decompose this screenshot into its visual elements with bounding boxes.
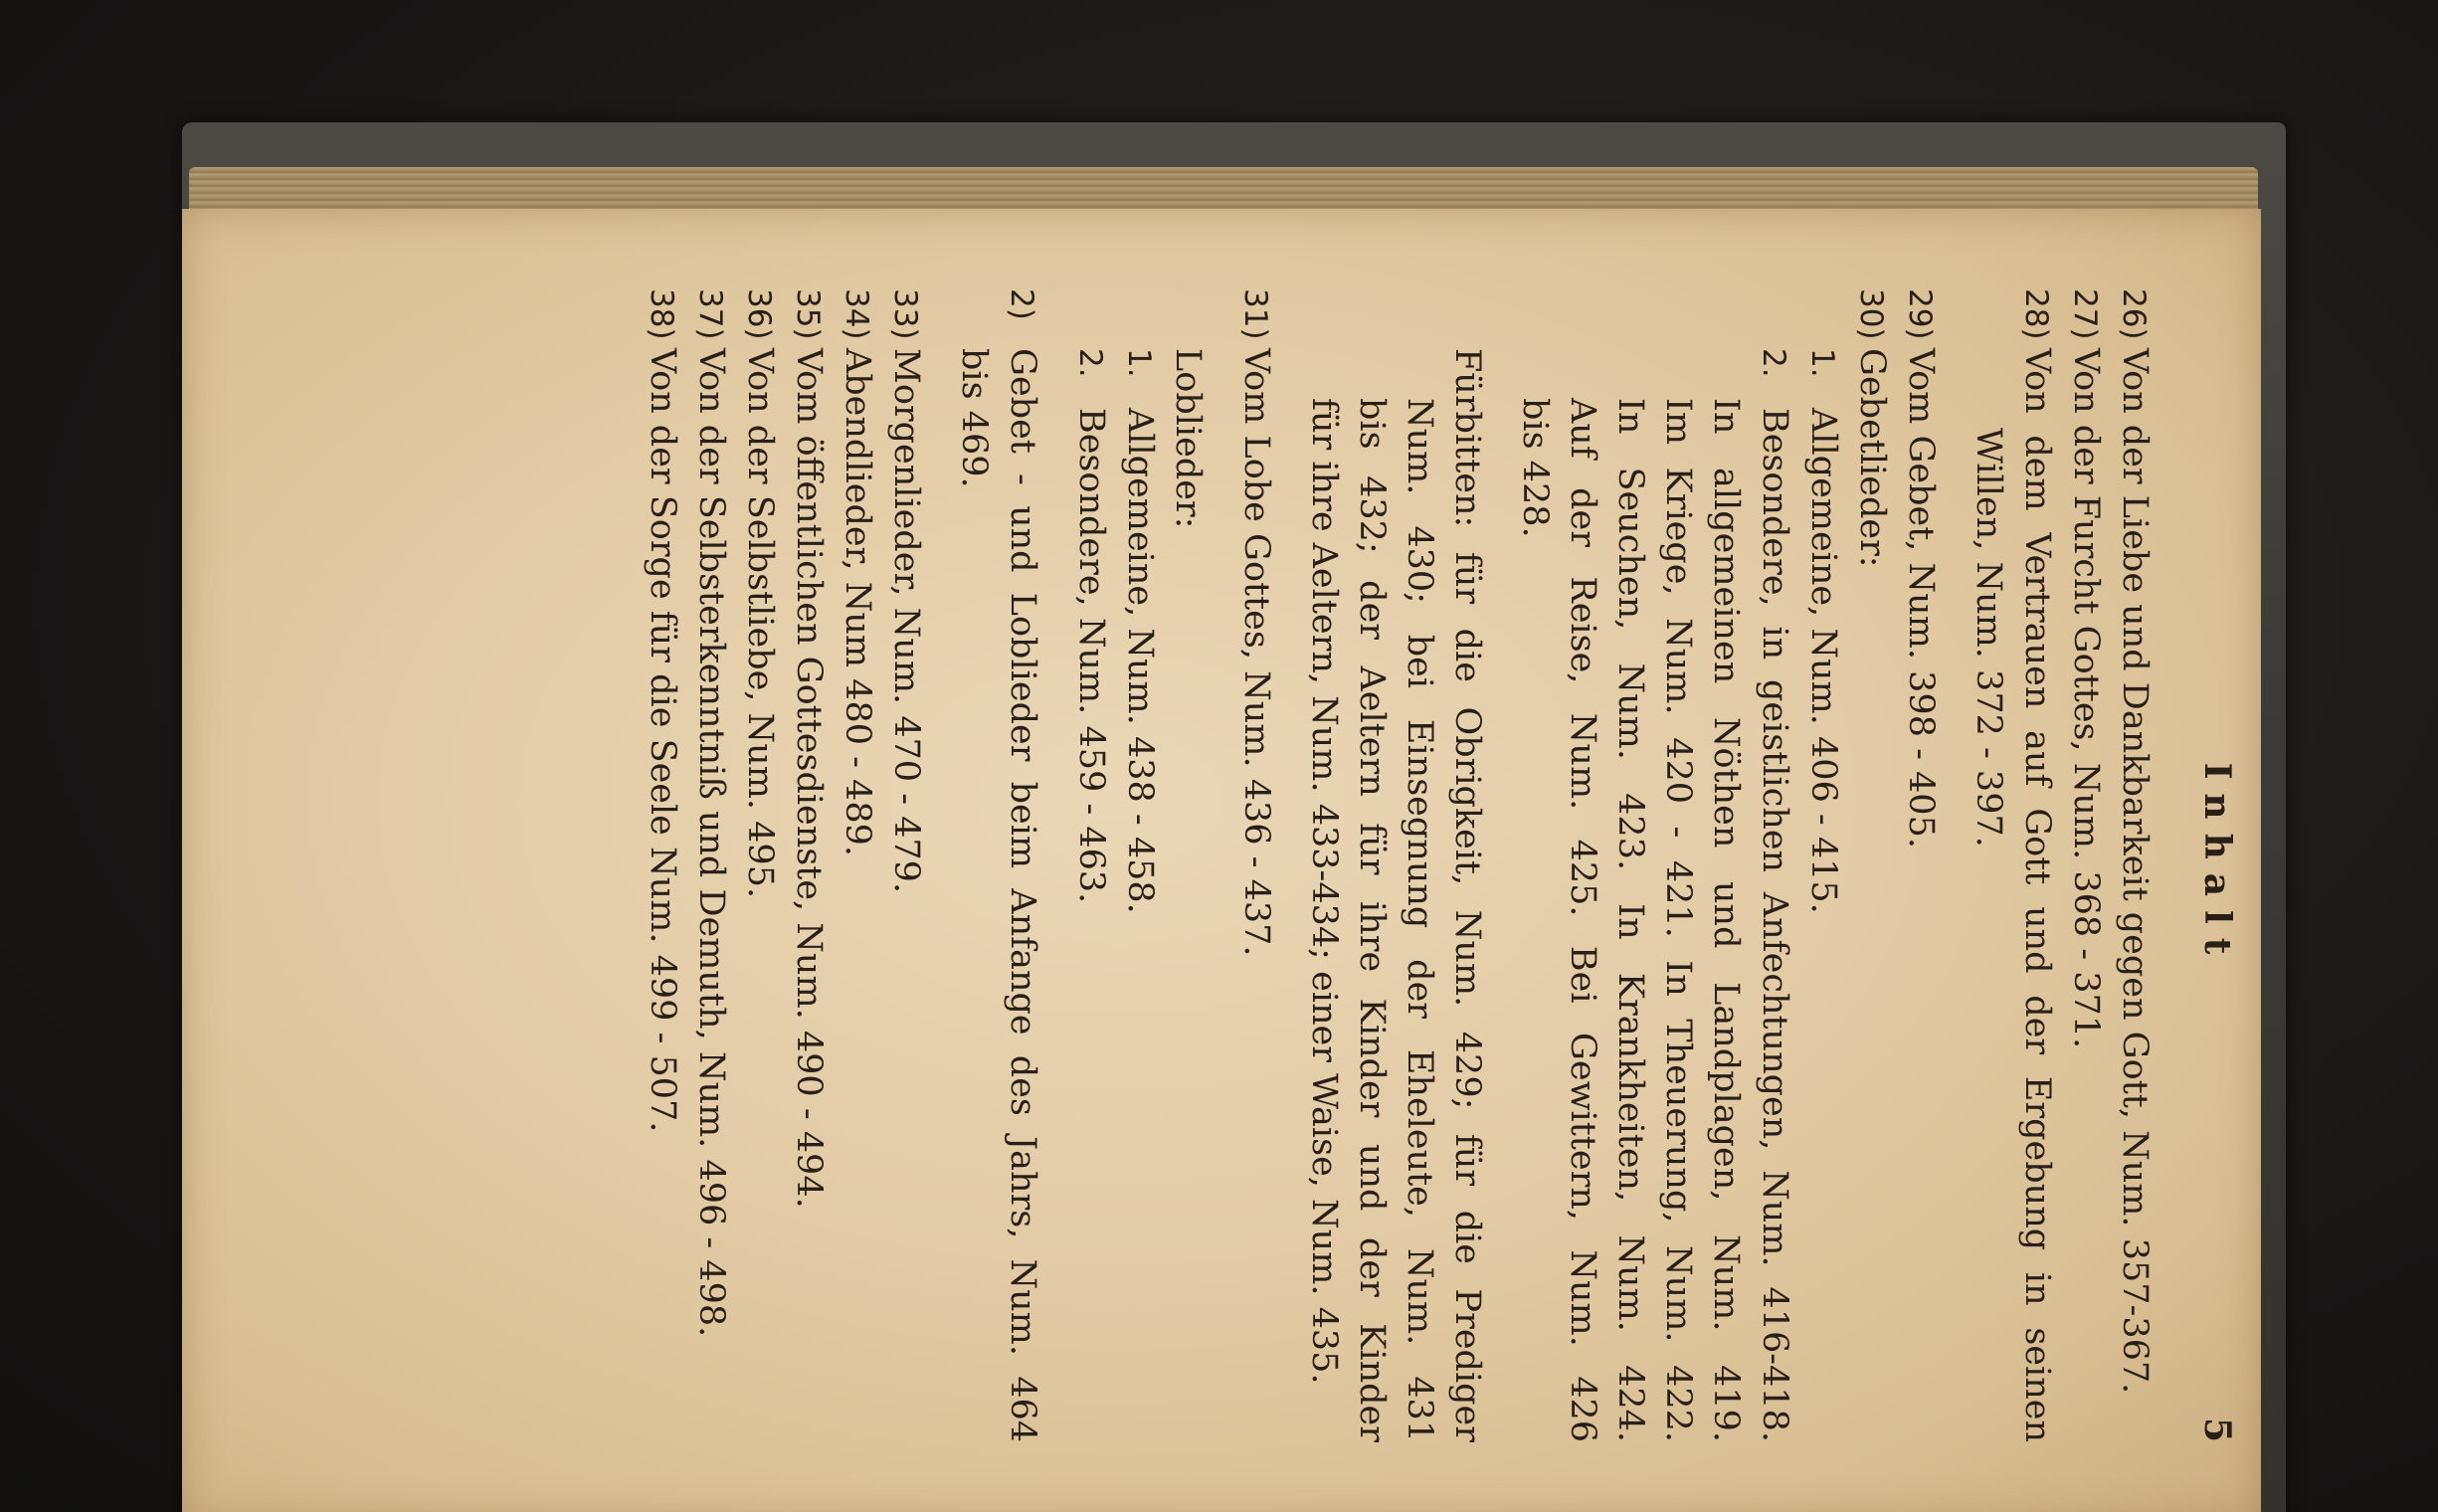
entry-text: Allgemeine, Num. 406 - 415. [1803,408,1843,914]
entry-text: Besondere, in geistlichen Anfechtungen, Num. 416-418. [1755,408,1794,1442]
contents-list [638,288,2158,1442]
contents-line [1702,288,1750,1442]
page-header [2178,288,2238,1442]
entry-text: Vom Gebet, Num. 398 - 405. [1901,348,1941,849]
contents-line [2061,288,2110,1442]
contents-line [686,288,735,1442]
contents-line [1965,288,2012,1442]
entry-text: Im Kriege, Num. 420 - 421. In Theuerung, Num. 422. [1658,398,1698,1442]
entry-text: Vom öffentlichen Gottesdienste, Num. 490 - 494. [789,348,829,1209]
contents-line [1750,288,1798,1442]
line-gap [1046,288,1066,1442]
contents-line [1396,288,1443,1442]
entry-text: Gebet - und Loblieder beim Anfange des Jahrs, Num. 464 [1003,348,1042,1442]
entry-text: Loblieder: [1168,348,1208,529]
entry-text: bis 469. [954,348,994,488]
entry-text: Besondere, Num. 459 - 463. [1071,408,1111,904]
line-gap [930,288,950,1442]
entry-text: Von der Sorge für die Seele Num. 499 - 507. [643,348,682,1133]
line-gap [1280,288,1300,1442]
entry-text: Von der Selbstliebe, Num. 495. [740,348,780,899]
line-gap [1945,288,1965,1442]
page-number: 5 [2196,1417,2238,1442]
entry-number: 2. [1756,348,1791,378]
contents-line [1164,288,1212,1442]
contents-line [1847,288,1896,1442]
line-gap [1491,288,1511,1442]
entry-text: Abendlieder, Num 480 - 489. [838,348,877,856]
entry-text: Morgenlieder, Num. 470 - 479. [886,348,926,894]
entry-text: Fürbitten: für die Obrigkeit, Num. 429; für die Prediger [1447,348,1487,1442]
entry-text: Von der Furcht Gottes, Num. 368 - 371. [2066,348,2106,1049]
entry-text: In Seuchen, Num. 423. In Krankheiten, Num. 424. [1610,398,1650,1442]
contents-line [881,288,930,1442]
entry-number: 33) [887,288,923,340]
contents-line [1654,288,1702,1442]
entry-text: Vom Lobe Gottes, Num. 436 - 437. [1236,348,1276,957]
entry-text: Willen, Num. 372 - 397. [1969,428,2008,848]
contents-line [784,288,833,1442]
contents-line [1511,288,1559,1442]
entry-text: bis 428. [1515,398,1555,538]
contents-line [638,288,686,1442]
entry-number: 2. [1072,348,1108,378]
page-text-block [348,288,2238,1442]
entry-number: 29) [1902,288,1938,340]
page-edge [189,167,2258,212]
entry-number: 31) [1237,288,1273,340]
entry-number: 26) [2116,288,2152,340]
entry-number: 1. [1804,348,1840,378]
entry-text: für ihre Aeltern, Num. 433-434; einer Waise, Num. 435. [1304,398,1344,1385]
entry-number: 38) [644,288,679,340]
running-title: Inhalt [2196,762,2238,969]
entry-number: 36) [741,288,777,340]
contents-line [1896,288,1945,1442]
entry-number: 34) [839,288,874,340]
line-gap [1212,288,1231,1442]
entry-number: 2) [1004,288,1039,320]
contents-line [735,288,784,1442]
entry-text: Von der Selbsterkenntniß und Demuth, Num. 496 - 498. [691,348,731,1338]
entry-text: In allgemeinen Nöthen und Landplagen, Num. 419. [1706,398,1746,1442]
contents-line [2012,288,2061,1442]
entry-text: Allgemeine, Num. 438 - 458. [1120,408,1160,914]
contents-line [1115,288,1164,1442]
contents-line [1231,288,1280,1442]
contents-line [2110,288,2158,1442]
entry-number: 28) [2018,288,2054,340]
contents-line [1300,288,1348,1442]
entry-text: Gebetlieder: [1852,348,1892,568]
entry-number: 37) [692,288,728,340]
contents-line [1559,288,1606,1442]
contents-line [1798,288,1847,1442]
entry-text: Auf der Reise, Num. 425. Bei Gewittern, Num. 426 [1563,398,1602,1442]
entry-text: Von der Liebe und Dankbarkeit gegen Gott, Num. 357-367. [2115,348,2155,1395]
contents-line [950,288,998,1442]
contents-line [998,288,1046,1442]
contents-line [1066,288,1115,1442]
entry-text: Von dem Vertrauen auf Gott und der Ergebung in seinen [2017,348,2057,1442]
entry-text: bis 432; der Aeltern für ihre Kinder und der Kinder [1352,398,1392,1442]
contents-line [1606,288,1654,1442]
contents-line [1348,288,1396,1442]
contents-line [1443,288,1491,1442]
contents-line [833,288,881,1442]
entry-number: 1. [1121,348,1157,378]
entry-number: 27) [2067,288,2103,340]
entry-number: 30) [1853,288,1889,340]
entry-number: 35) [790,288,826,340]
entry-text: Num. 430; bei Einsegnung der Eheleute, Num. 431 [1400,398,1439,1442]
